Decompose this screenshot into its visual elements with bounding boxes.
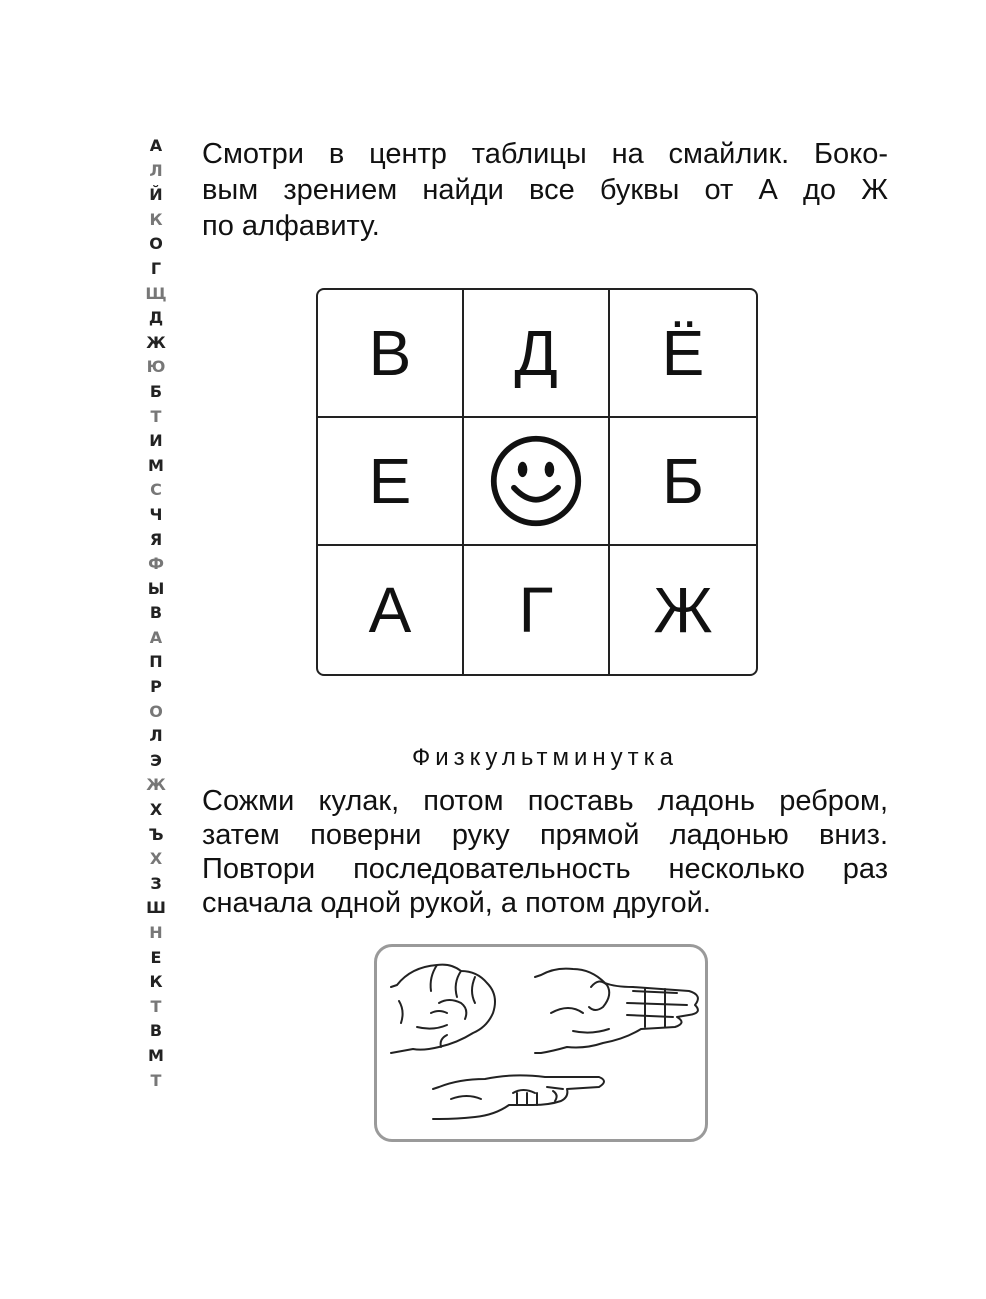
side-letter: Ж	[146, 775, 166, 795]
side-letter: С	[150, 480, 162, 500]
side-letter: О	[149, 701, 163, 721]
side-letter: К	[149, 209, 163, 229]
fist-icon	[391, 965, 495, 1053]
side-letter: Ж	[146, 332, 166, 352]
side-letter: Х	[149, 849, 163, 869]
side-letter: Л	[149, 726, 163, 746]
side-letter: Й	[149, 185, 163, 205]
side-letter: М	[148, 1045, 164, 1065]
side-letter: Б	[149, 381, 163, 401]
exercise-line: сначала одной рукой, а потом другой.	[202, 887, 711, 919]
side-letter: З	[150, 873, 162, 893]
grid-cell: Г	[464, 546, 610, 674]
side-letter: Т	[150, 1070, 162, 1090]
side-letter: К	[149, 972, 163, 992]
side-letter: Ъ	[148, 824, 164, 844]
side-letter: М	[148, 455, 164, 475]
side-letter: Я	[149, 529, 163, 549]
section-title: Физкультминутка	[411, 744, 679, 771]
hands-illustration	[374, 944, 708, 1142]
smiley-icon	[488, 433, 584, 529]
side-letter: И	[149, 431, 163, 451]
palm-down-icon	[433, 1075, 604, 1119]
side-letter: Г	[150, 258, 162, 278]
side-letter: Э	[150, 750, 162, 770]
exercise-line: затем поверни руку прямой ладонью вниз.	[202, 819, 888, 851]
side-letter: П	[149, 652, 163, 672]
side-letter-strip	[140, 134, 172, 1093]
side-letter: О	[149, 234, 163, 254]
side-letter: Ш	[146, 898, 166, 918]
hands-drawing	[377, 947, 705, 1139]
grid-cell: Е	[318, 418, 464, 546]
side-letter: А	[149, 627, 163, 647]
side-letter: Е	[150, 947, 162, 967]
side-letter: Ф	[148, 554, 164, 574]
side-letter: В	[149, 1021, 163, 1041]
side-letter: Д	[148, 308, 164, 328]
side-letter: Ы	[147, 578, 165, 598]
task-text	[202, 136, 888, 244]
grid-center-cell	[464, 418, 610, 546]
grid-cell: Ж	[653, 574, 713, 646]
side-letter: Н	[149, 923, 163, 942]
side-letter: Т	[150, 406, 162, 426]
grid-cell: Б	[610, 418, 756, 546]
side-letter: Ч	[149, 504, 163, 524]
task-line: вым зрением найди все буквы от А до Ж	[202, 174, 888, 206]
task-line: по алфавиту.	[202, 210, 380, 242]
side-letter: Р	[150, 677, 162, 697]
letter-grid	[316, 288, 758, 676]
exercise-text	[202, 784, 888, 920]
side-letter: В	[149, 603, 163, 623]
exercise-line: Повтори последовательность несколько раз	[202, 853, 888, 885]
grid-cell: Ё	[610, 290, 756, 418]
grid-cell: В	[318, 290, 464, 418]
side-letter: А	[149, 136, 163, 155]
palm-edge-icon	[535, 969, 698, 1053]
side-letter: Ю	[146, 357, 166, 377]
side-letter: Щ	[145, 283, 167, 303]
grid-cell: Д	[464, 290, 610, 418]
exercise-line: Сожми кулак, потом поставь ладонь ребром,	[202, 785, 888, 817]
side-letter: Т	[150, 996, 162, 1016]
grid-cell: А	[318, 546, 464, 674]
task-line: Смотри в центр таблицы на смайлик. Боко-	[202, 138, 888, 170]
side-letter: Л	[149, 160, 163, 180]
side-letter: Х	[149, 800, 163, 820]
